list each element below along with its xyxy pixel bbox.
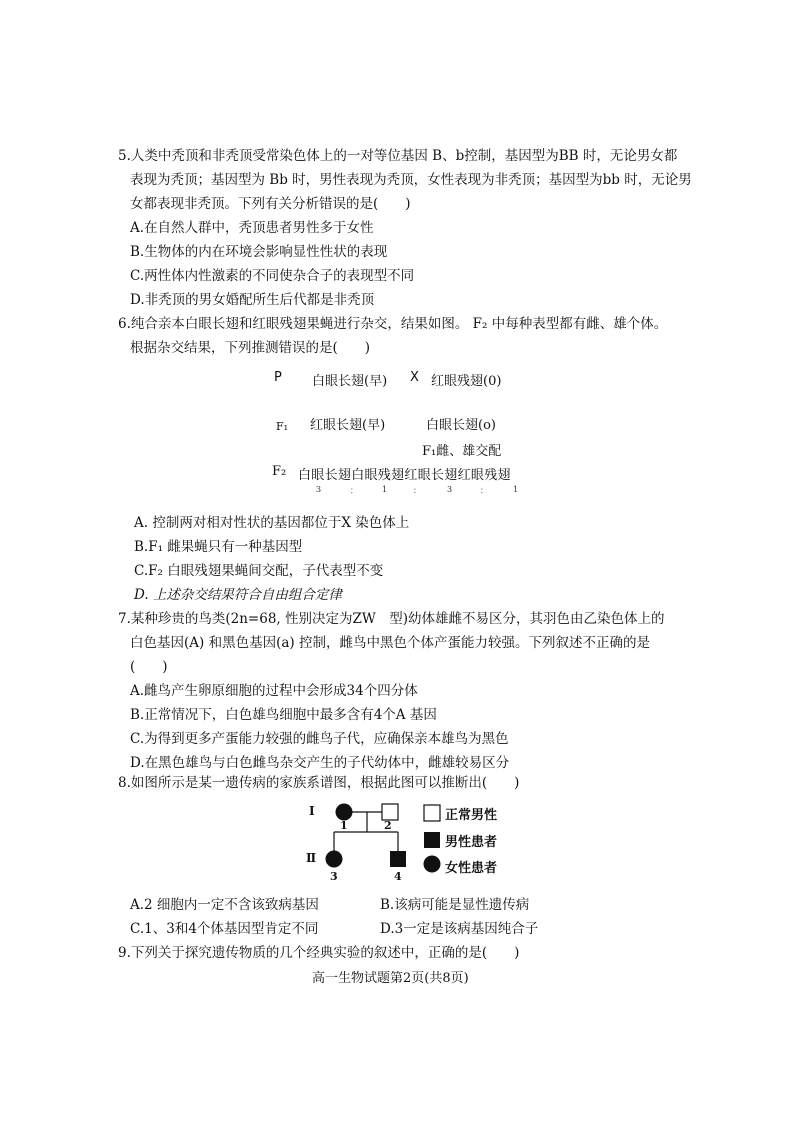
q6-option-a: A. 控制两对相对性状的基因都位于X 染色体上	[134, 515, 410, 531]
q7-option-a: A.雌鸟产生卵原细胞的过程中会形成34个四分体	[130, 683, 418, 699]
cross-p-label: P	[274, 370, 282, 385]
page-footer: 高一生物试题第2页(共8页)	[312, 971, 469, 986]
legend-normal-male-icon	[424, 805, 440, 821]
cross-p-female: 白眼长翅(早)	[312, 374, 388, 389]
cross-p-x: X	[410, 370, 419, 385]
q7-option-d: D.在黑色雄鸟与白色雌鸟杂交产生的子代幼体中，雌雄较易区分	[130, 755, 510, 771]
legend-affected-female-icon	[424, 856, 441, 873]
q5-option-b: B.生物体的内在环境会影响显性性状的表现	[130, 244, 388, 260]
q5-option-a: A.在自然人群中，秃顶患者男性多于女性	[130, 220, 374, 236]
q9-stem-line1: 9.下列关于探究遗传物质的几个经典实验的叙述中，正确的是( )	[118, 945, 520, 961]
q8-option-a: A.2 细胞内一定不含该致病基因	[130, 897, 319, 913]
cross-f1-label: F₁	[276, 420, 289, 433]
q8-option-c: C.1、3和4个体基因型肯定不同	[130, 921, 319, 937]
q6-stem-line2: 根据杂交结果，下列推测错误的是( )	[130, 340, 371, 356]
q6-option-d: D. 上述杂交结果符合自由组合定律	[134, 587, 342, 603]
legend-normal-male-label: 正常男性	[445, 808, 498, 823]
cross-f2-label: F₂	[272, 464, 287, 479]
ratio-value: 3	[447, 485, 453, 494]
cross-f2-phenotypes: 白眼长翅白眼残翅红眼长翅红眼残翅	[298, 468, 511, 483]
q6-stem-line1: 6.纯合亲本白眼长翅和红眼残翅果蝇进行杂交，结果如图。 F₂ 中每种表型都有雌、雄个体。	[118, 316, 668, 332]
individual-1-label: 1	[340, 819, 348, 832]
q7-option-c: C.为得到更多产蛋能力较强的雌鸟子代，应确保亲本雄鸟为黑色	[130, 731, 509, 747]
q7-stem-line1: 7.某种珍贵的鸟类(2n=68, 性别决定为ZW 型)幼体雄雌不易区分，其羽色由乙染色体上的	[118, 611, 665, 627]
q7-option-b: B.正常情况下，白色雄鸟细胞中最多含有4个A 基因	[130, 707, 437, 723]
q8-stem-line1: 8.如图所示是某一遗传病的家族系谱图，根据此图可以推断出( )	[118, 775, 520, 791]
ratio-separator: ：	[480, 486, 488, 495]
individual-4-label: 4	[394, 870, 402, 883]
cross-f1-male: 白眼长翅(o)	[426, 418, 496, 433]
q5-stem-line1: 5.人类中秃顶和非秃顶受常染色体上的一对等位基因 B、b控制，基因型为BB 时，无论男女都	[118, 148, 678, 164]
ratio-separator: ：	[413, 486, 421, 495]
individual-2-label: 2	[384, 819, 392, 832]
ratio-value: 3	[316, 485, 322, 494]
ratio-value: 1	[382, 485, 388, 494]
cross-f1-mating: F₁雌、雄交配	[422, 444, 502, 459]
legend-affected-female-label: 女性患者	[445, 861, 498, 876]
generation-i-label: I	[309, 804, 315, 818]
q5-option-c: C.两性体内性激素的不同使杂合子的表现型不同	[130, 268, 415, 284]
q6-option-c: C.F₂ 白眼残翅果蝇间交配，子代表型不变	[134, 563, 384, 579]
individual-3-label: 3	[330, 870, 338, 883]
q8-option-b: B.该病可能是显性遗传病	[380, 897, 530, 913]
generation-ii-label: Ⅱ	[306, 851, 317, 865]
normal-male-symbol	[382, 804, 398, 820]
q6-option-b: B.F₁ 雌果蝇只有一种基因型	[134, 539, 303, 555]
affected-female-symbol	[336, 804, 353, 821]
ratio-separator: ：	[350, 486, 358, 495]
affected-female-symbol	[326, 851, 343, 868]
legend-affected-male-icon	[424, 832, 440, 848]
q8-option-d: D.3一定是该病基因纯合子	[380, 921, 539, 937]
cross-f1-female: 红眼长翅(早)	[310, 418, 386, 433]
q7-stem-line2: 白色基因(A) 和黑色基因(a) 控制，雌鸟中黑色个体产蛋能力较强。下列叙述不正确的是	[130, 635, 650, 651]
q5-stem-line2: 表现为秃顶；基因型为 Bb 时，男性表现为秃顶，女性表现为非秃顶；基因型为bb 时，无论男	[130, 172, 692, 188]
q7-stem-line3: ( )	[130, 659, 168, 675]
q5-option-d: D.非秃顶的男女婚配所生后代都是非秃顶	[130, 292, 375, 308]
legend-affected-male-label: 男性患者	[445, 835, 498, 850]
affected-male-symbol	[390, 851, 406, 867]
ratio-value: 1	[513, 485, 519, 494]
cross-p-male: 红眼残翅(0)	[431, 374, 502, 389]
q5-stem-line3: 女都表现非秃顶。下列有关分析错误的是( )	[130, 196, 411, 212]
